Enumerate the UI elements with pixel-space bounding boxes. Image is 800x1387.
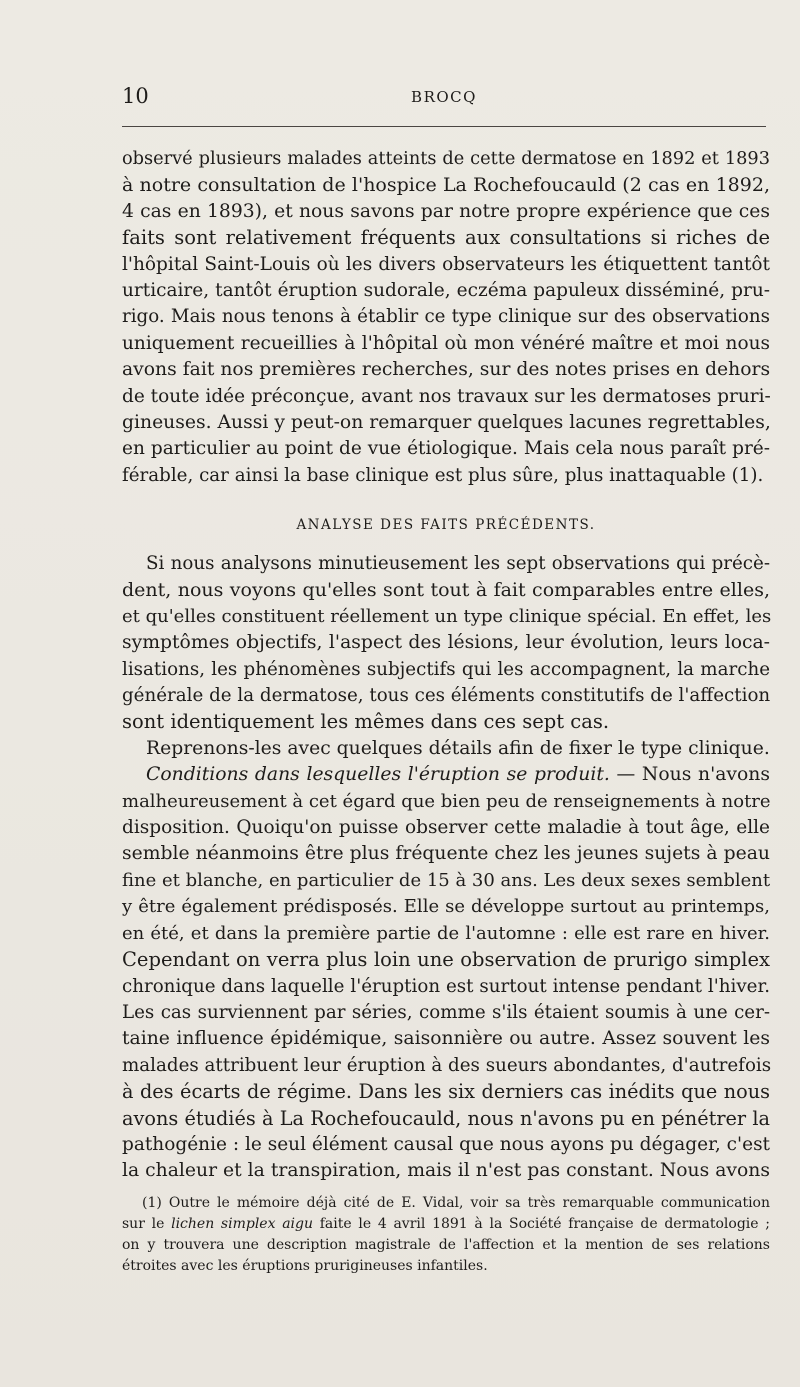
text-line-with-italic-heading (122, 762, 770, 788)
italic-subheading: Conditions dans lesquelles l'éruption se produit. (146, 764, 610, 786)
text-line: uniquement recueillies à l'hôpital où mon vénéré maître et moi nous (122, 332, 770, 354)
italic-title: lichen simplex aigu (171, 1216, 313, 1232)
section-heading: ANALYSE DES FAITS PRÉCÉDENTS. (296, 517, 596, 533)
text-line: en été, et dans la première partie de l'automne : elle est rare en hiver. (122, 922, 770, 944)
text-line: chronique dans laquelle l'éruption est surtout intense pendant l'hiver. (122, 975, 770, 997)
text-line: de toute idée préconçue, avant nos travaux sur les dermatoses pruri- (122, 385, 771, 407)
text-line: urticaire, tantôt éruption sudorale, eczéma papuleux disséminé, pru- (122, 280, 770, 302)
page-number: 10 (122, 84, 149, 108)
text-line: dent, nous voyons qu'elles sont tout à fait comparables entre elles, (122, 579, 770, 602)
text-line: malheureusement à cet égard que bien peu de renseignements à notre (122, 790, 771, 812)
footnote-line (122, 1214, 770, 1235)
text-line: Les cas surviennent par séries, comme s'ils étaient soumis à une cer- (122, 1001, 770, 1023)
text-line: gineuses. Aussi y peut-on remarquer quelques lacunes regrettables, (122, 412, 771, 434)
text-line: faits sont relativement fréquents aux consultations si riches de (122, 226, 770, 250)
text-line: et qu'elles constituent réellement un type clinique spécial. En effet, les (122, 605, 772, 627)
text-line: disposition. Quoiqu'on puisse observer cette maladie à tout âge, elle (122, 817, 770, 839)
footnote-line: on y trouvera une description magistrale de l'affection et la mention de ses relations (122, 1237, 770, 1253)
text-fragment: faite le 4 avril 1891 à la Société française de dermatologie ; (313, 1216, 770, 1232)
header-rule (122, 126, 766, 127)
text-fragment: sur le (122, 1216, 172, 1232)
text-line: Reprenons-les avec quelques détails afin de fixer le type clinique. (146, 737, 770, 759)
text-line: observé plusieurs malades atteints de cette dermatose en 1892 et 1893 (122, 149, 770, 169)
text-line: y être également prédisposés. Elle se développe surtout au printemps, (122, 896, 770, 918)
text-line: à des écarts de régime. Dans les six derniers cas inédits que nous (122, 1080, 770, 1104)
text-line: sont identiquement les mêmes dans ces sept cas. (122, 710, 610, 734)
running-head: BROCQ (411, 88, 477, 106)
text-line: malades attribuent leur éruption à des sueurs abondantes, d'autrefois (122, 1054, 772, 1076)
text-line: férable, car ainsi la base clinique est plus sûre, plus inattaquable (1). (122, 464, 764, 486)
text-line: fine et blanche, en particulier de 15 à 30 ans. Les deux sexes semblent (122, 869, 771, 891)
paragraph-analysis (122, 551, 770, 1185)
text-line: l'hôpital Saint-Louis où les divers observateurs les étiquettent tantôt (122, 253, 770, 275)
text-line: à notre consultation de l'hospice La Rochefoucauld (2 cas en 1892, (122, 174, 770, 197)
text-line: 4 cas en 1893), et nous savons par notre propre expérience que ces (122, 200, 770, 222)
text-line: Si nous analysons minutieusement les sept observations qui précè- (146, 553, 770, 574)
text-line: taine influence épidémique, saisonnière ou autre. Assez souvent les (122, 1028, 770, 1050)
text-line: Cependant on verra plus loin une observation de prurigo simplex (122, 948, 770, 972)
text-line: semble néanmoins être plus fréquente chez les jeunes sujets à peau (122, 843, 770, 865)
text-line: la chaleur et la transpiration, mais il n'est pas constant. Nous avons (122, 1160, 770, 1182)
text-line: en particulier au point de vue étiologique. Mais cela nous paraît pré- (122, 438, 770, 460)
text-line: lisations, les phénomènes subjectifs qui les accompagnent, la marche (122, 658, 770, 680)
footnote (122, 1193, 770, 1277)
footnote-line: étroites avec les éruptions prurigineuses infantiles. (122, 1258, 488, 1274)
text-line: rigo. Mais nous tenons à établir ce type clinique sur des observations (122, 306, 770, 328)
text-line: pathogénie : le seul élément causal que nous ayons pu dégager, c'est (122, 1133, 770, 1155)
page-header (122, 84, 766, 114)
text-line: générale de la dermatose, tous ces éléments constitutifs de l'affection (122, 685, 771, 707)
text-fragment: — Nous n'avons (609, 764, 770, 786)
paragraph-continued (122, 146, 770, 489)
text-line: avons étudiés à La Rochefoucauld, nous n'avons pu en pénétrer la (122, 1106, 770, 1130)
footnote-line: (1) Outre le mémoire déjà cité de E. Vidal, voir sa très remarquable communication (142, 1195, 770, 1211)
text-line: symptômes objectifs, l'aspect des lésions, leur évolution, leurs loca- (122, 632, 770, 654)
text-line: avons fait nos premières recherches, sur des notes prises en dehors (122, 359, 771, 381)
